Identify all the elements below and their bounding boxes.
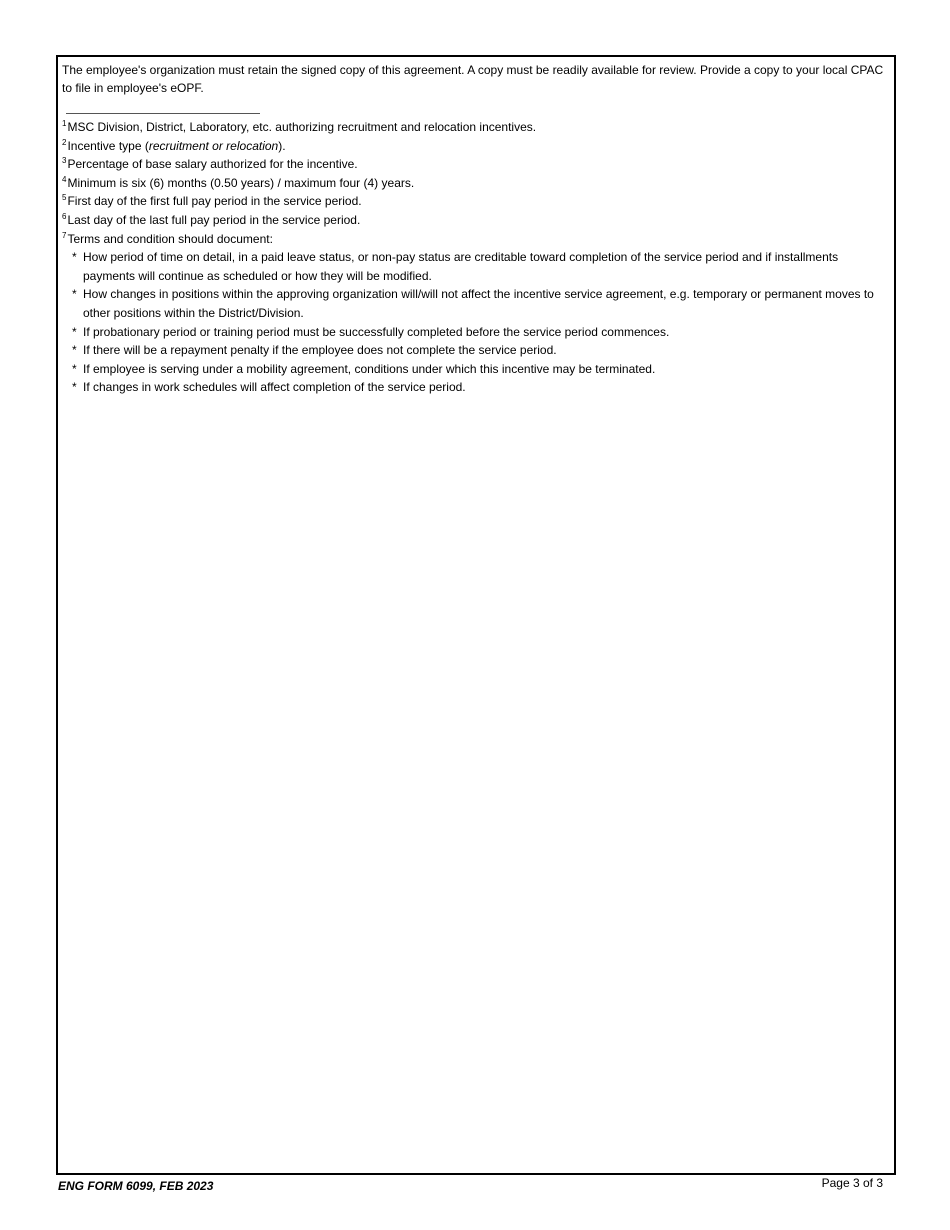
terms-item-text: How period of time on detail, in a paid leave status, or non-pay status are creditable toward completion of the service period and if installments payments will continue as scheduled or how they will be modified.: [83, 250, 839, 283]
footnote-2: [62, 137, 892, 156]
terms-item-detail-leave: [62, 248, 892, 285]
terms-item-text: If probationary period or training period must be successfully completed before the service period commences.: [83, 324, 670, 339]
bullet-asterisk: *: [72, 324, 77, 339]
footnote-number: 1: [62, 119, 67, 128]
footnote-separator: [66, 113, 260, 114]
bullet-asterisk: *: [72, 361, 77, 376]
footnote-text: MSC Division, District, Laboratory, etc. authorizing recruitment and relocation incentives.: [67, 120, 537, 134]
footnote-1: [62, 118, 892, 137]
terms-item-text: If there will be a repayment penalty if the employee does not complete the service period.: [83, 343, 557, 358]
footnote-text-suffix: ).: [278, 138, 286, 153]
footnote-number: 5: [62, 193, 67, 203]
terms-item-probationary: [62, 323, 892, 342]
footnote-text: Minimum is six (6) months (0.50 years) / maximum four (4) years.: [67, 175, 415, 190]
page-number: Page 3 of 3: [821, 1176, 883, 1190]
terms-item-position-changes: [62, 285, 892, 322]
footnote-7: [62, 230, 892, 249]
footnote-number: 6: [62, 211, 67, 221]
bullet-asterisk: *: [72, 287, 77, 302]
terms-item-text: If changes in work schedules will affect completion of the service period.: [83, 380, 466, 395]
terms-item-repayment: [62, 341, 892, 360]
footnote-text-prefix: Incentive type (: [67, 138, 149, 153]
footnote-3: [62, 155, 892, 174]
footnote-number: 2: [62, 137, 67, 147]
bullet-asterisk: *: [72, 380, 77, 395]
footnote-4: [62, 174, 892, 193]
terms-item-text: If employee is serving under a mobility agreement, conditions under which this incentive may be terminated.: [83, 361, 656, 376]
form-identifier: ENG FORM 6099, FEB 2023: [58, 1179, 214, 1193]
terms-item-work-schedules: [62, 378, 892, 397]
footnote-5: [62, 192, 892, 211]
footnote-6: [62, 211, 892, 230]
footnote-text: First day of the first full pay period in the service period.: [67, 194, 362, 209]
terms-item-mobility: [62, 360, 892, 379]
bullet-asterisk: *: [72, 343, 77, 358]
form-page-frame: [56, 55, 896, 1175]
footnote-text: Terms and condition should document:: [67, 231, 273, 246]
footnote-number: 7: [62, 230, 67, 240]
footnote-text: Percentage of base salary authorized for the incentive.: [67, 157, 358, 172]
terms-item-text: How changes in positions within the approving organization will/will not affect the incentive service agreement, e.g. temporary or permanent moves to other positions within the District/Division.: [83, 287, 874, 320]
footnote-number: 4: [62, 174, 67, 184]
footnotes-section: [62, 118, 892, 397]
footnote-number: 3: [62, 156, 67, 166]
footnote-text-italic: recruitment or relocation: [148, 138, 279, 153]
footnote-text: Last day of the last full pay period in the service period.: [67, 212, 361, 227]
bullet-asterisk: *: [72, 250, 77, 265]
retention-instruction-text: The employee's organization must retain the signed copy of this agreement. A copy must be readily available for review. Provide a copy to your local CPAC to file in employee's eOPF.: [62, 63, 884, 95]
